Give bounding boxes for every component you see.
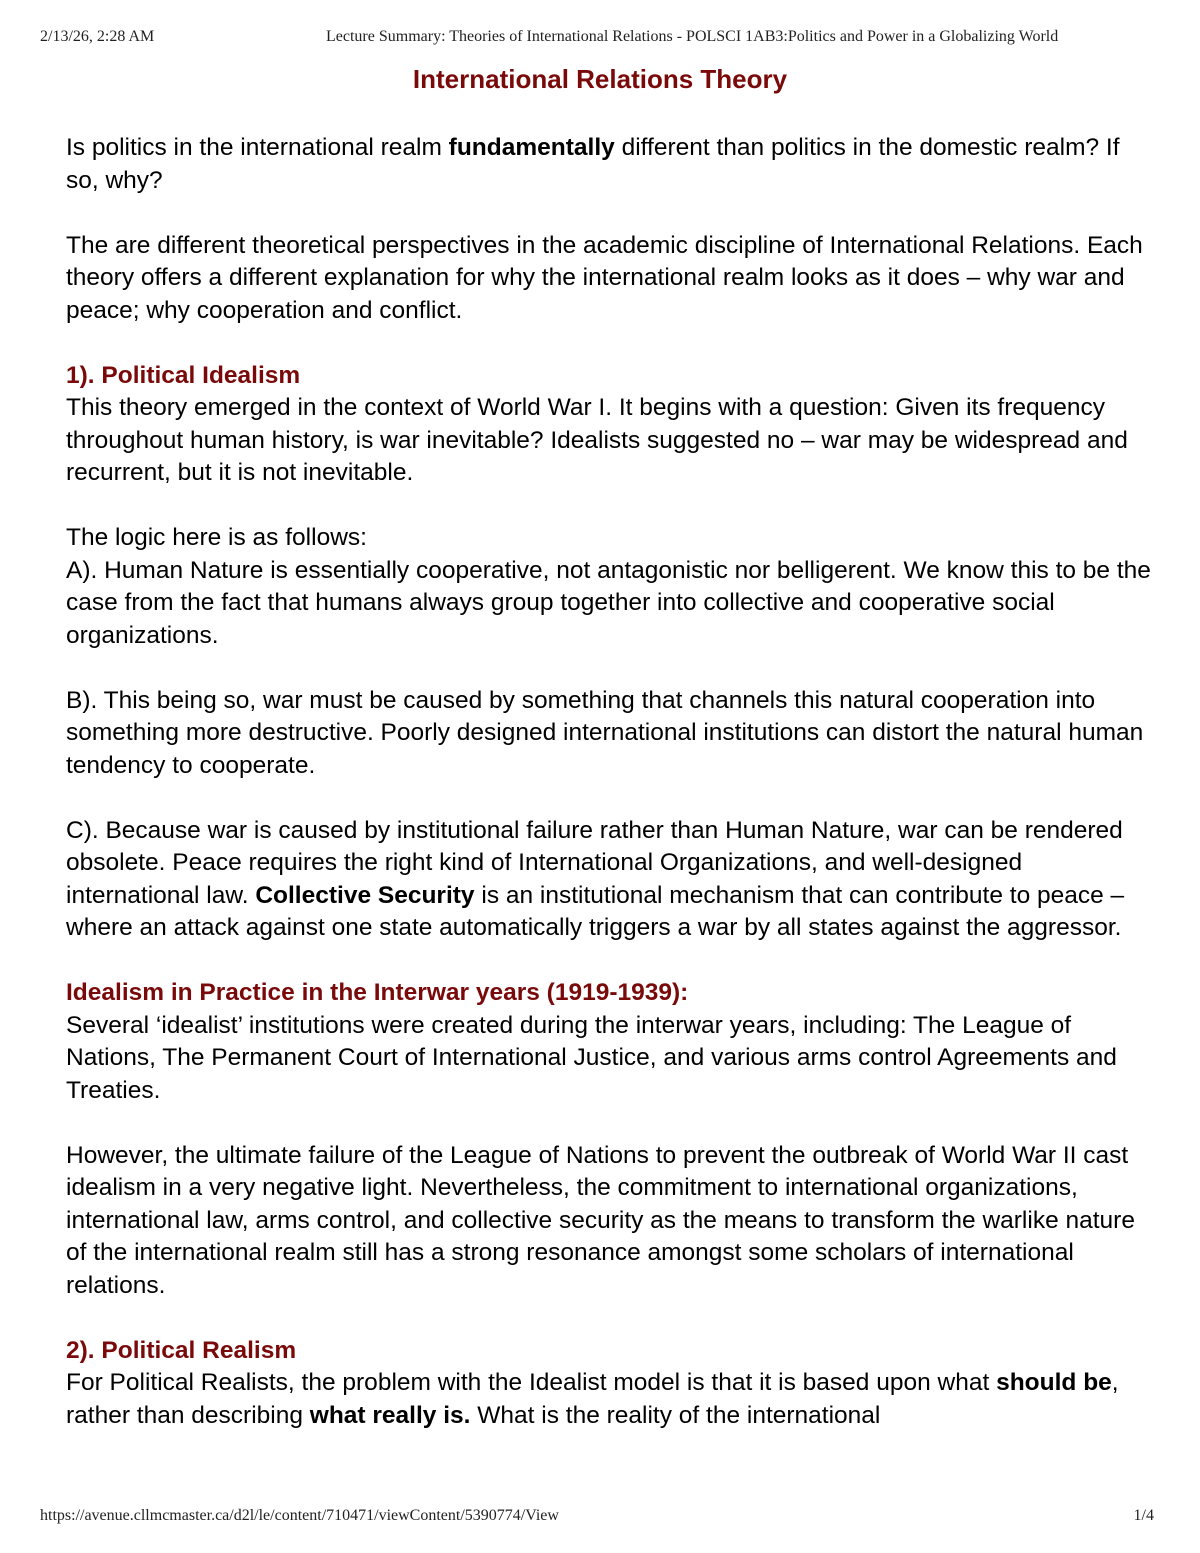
intro-paragraph: The are different theoretical perspectives in the academic discipline of International Relations. Each theory offers a different explanation for why the international realm looks as it does – why war and peace; why cooperation and conflict.	[66, 231, 1143, 324]
interwar-paragraph: Several ‘idealist’ institutions were created during the interwar years, including: The League of Nations, The Permanent Court of International Justice, and various arms control Agreements and Treaties.	[66, 1011, 1117, 1104]
interwar-heading: Idealism in Practice in the Interwar years (1919-1939):	[66, 979, 689, 1006]
print-header-title: Lecture Summary: Theories of International Relations - POLSCI 1AB3:Politics and Power in a Globalizing World	[326, 28, 1059, 45]
print-header-date: 2/13/26, 2:28 AM	[40, 28, 155, 45]
interwar-section	[66, 977, 1156, 1107]
what-really-is-term: what really is.	[309, 1401, 471, 1429]
section-2	[66, 1335, 1156, 1433]
print-footer-url: https://avenue.cllmcmaster.ca/d2l/le/content/710471/viewContent/5390774/View	[40, 1507, 559, 1524]
collective-security-term: Collective Security	[255, 881, 475, 909]
document-body	[66, 132, 1156, 1432]
print-footer-page-number: 1/4	[1133, 1507, 1154, 1524]
section-2-text-1: For Political Realists, the problem with the Idealist model is that it is based upon what	[66, 1369, 997, 1396]
intro-question	[66, 132, 1156, 197]
section-1-paragraph: This theory emerged in the context of World War I. It begins with a question: Given its frequency throughout human history, is war inevitable? Idealists suggested no – war may be widespread and recurrent, but it is not inevitable.	[66, 394, 1128, 486]
section-2-heading: 2). Political Realism	[66, 1336, 297, 1364]
section-1	[66, 360, 1156, 490]
logic-intro: The logic here is as follows:	[66, 524, 367, 551]
logic-point-c-text-1: C). Because war is caused by institutional failure rather than Human Nature, war can be rendered obsolete. Peace requires the right kind of International Organizations, and well-designed international law.	[66, 816, 1123, 909]
should-be-term: should be	[996, 1369, 1112, 1396]
section-2-text-2: , rather than describing	[66, 1369, 1119, 1429]
section-2-text-3: What is the reality of the international	[470, 1401, 881, 1429]
logic-point-c-text-2: is an institutional mechanism that can contribute to peace – where an attack against one state automatically triggers a war by all states against the aggressor.	[66, 881, 1125, 941]
document-title: International Relations Theory	[412, 64, 788, 94]
intro-question-text-1: Is politics in the international realm	[66, 134, 449, 161]
intro-question-text-2: different than politics in the domestic realm? If so, why?	[66, 134, 1120, 194]
logic-point-b: B). This being so, war must be caused by something that channels this natural cooperation into something more destructive. Poorly designed international institutions can distort the natural human tendency to cooperate.	[66, 686, 1144, 779]
intro-question-emphasis: fundamentally	[448, 134, 615, 161]
logic-point-c	[66, 815, 1156, 945]
section-1-heading: 1). Political Idealism	[66, 361, 301, 389]
logic-point-a: A). Human Nature is essentially cooperative, not antagonistic nor belligerent. We know this to be the case from the fact that humans always group together into collective and cooperative social organizations.	[66, 556, 1151, 649]
interwar-paragraph-2: However, the ultimate failure of the League of Nations to prevent the outbreak of World War II cast idealism in a very negative light. Nevertheless, the commitment to international organizations, international law, arms control, and collective security as the means to transform the warlike nature of the international realm still has a strong resonance amongst some scholars of international relations.	[66, 1141, 1135, 1299]
